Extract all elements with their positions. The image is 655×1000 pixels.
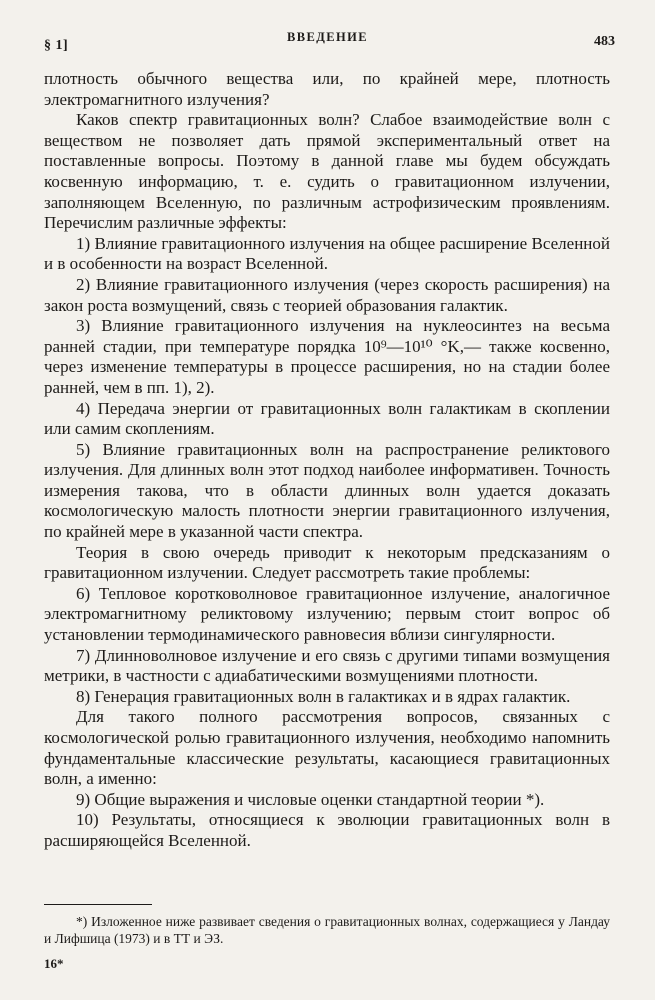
signature-mark: 16* [44, 956, 64, 971]
list-item: 10) Результаты, относящиеся к эволюции гравитационных волн в расширяющейся Вселенной. [44, 810, 610, 850]
list-item: 5) Влияние гравитационных волн на распространение реликтового излучения. Для длинных волн этот подход наиболее информативен. Точность измерения такова, что в области длинных волн удается доказать космологическую малость плотности энергии гравитационного излучения, по крайней мере в указанной части спектра. [44, 439, 610, 542]
paragraph: Теория в свою очередь приводит к некоторым предсказаниям о гравитационном излучении. Следует рассмотреть такие проблемы: [44, 542, 610, 583]
paragraph: Для такого полного рассмотрения вопросов, связанных с космологической ролью гравитационного излучения, необходимо напомнить фундаментальные классические результаты, касающиеся гравитационных волн, а именно: [44, 707, 610, 789]
paragraph-continuation: плотность обычного вещества или, по крайней мере, плотность электромагнитного излучения? [44, 69, 610, 109]
page-number: 483 [594, 34, 615, 49]
list-item: 1) Влияние гравитационного излучения на общее расширение Вселенной и в особенности на возраст Вселенной. [44, 233, 610, 274]
footnote: *) Изложенное ниже развивает сведения о гравитационных волнах, содержащиеся у Ландау и Лифшица (1973) и в ТТ и ЭЗ. [44, 914, 610, 946]
list-item: 4) Передача энергии от гравитационных волн галактикам в скоплении или самим скоплениям. [44, 398, 610, 439]
list-item: 3) Влияние гравитационного излучения на нуклеосинтез на весьма ранней стадии, при температуре порядка 10⁹—10¹⁰ °K,— также косвенно, через изменение температуры в процессе расширения, но на стадии более ранней, чем в пп. 1), 2). [44, 316, 610, 397]
page-header [0, 30, 655, 54]
list-item: 2) Влияние гравитационного излучения (через скорость расширения) на закон роста возмущений, связь с теорией образования галактик. [44, 274, 610, 315]
footnote-divider [44, 904, 152, 905]
list-item: 9) Общие выражения и числовые оценки стандартной теории *). [76, 789, 545, 809]
body-text [44, 69, 610, 852]
list-item: 7) Длинноволновое излучение и его связь с другими типами возмущения метрики, в частности с адиабатическими возмущениями плотности. [44, 645, 610, 686]
list-item: 6) Тепловое коротковолновое гравитационное излучение, аналогичное электромагнитному реликтовому излучению; первым стоит вопрос об установлении термодинамического равновесия вблизи сингулярности. [44, 583, 610, 645]
section-mark: § 1] [44, 38, 69, 53]
list-item: 8) Генерация гравитационных волн в галактиках и в ядрах галактик. [76, 686, 571, 706]
paragraph: Каков спектр гравитационных волн? Слабое взаимодействие волн с веществом не позволяет дать прямой экспериментальный ответ на поставленные вопросы. Поэтому в данной главе мы будем обсуждать косвенную информацию, т. е. судить о гравитационном излучении, заполняющем Вселенную, по различным астрофизическим проявлениям. Перечислим различные эффекты: [44, 110, 610, 233]
running-title: ВВЕДЕНИЕ [287, 30, 368, 44]
